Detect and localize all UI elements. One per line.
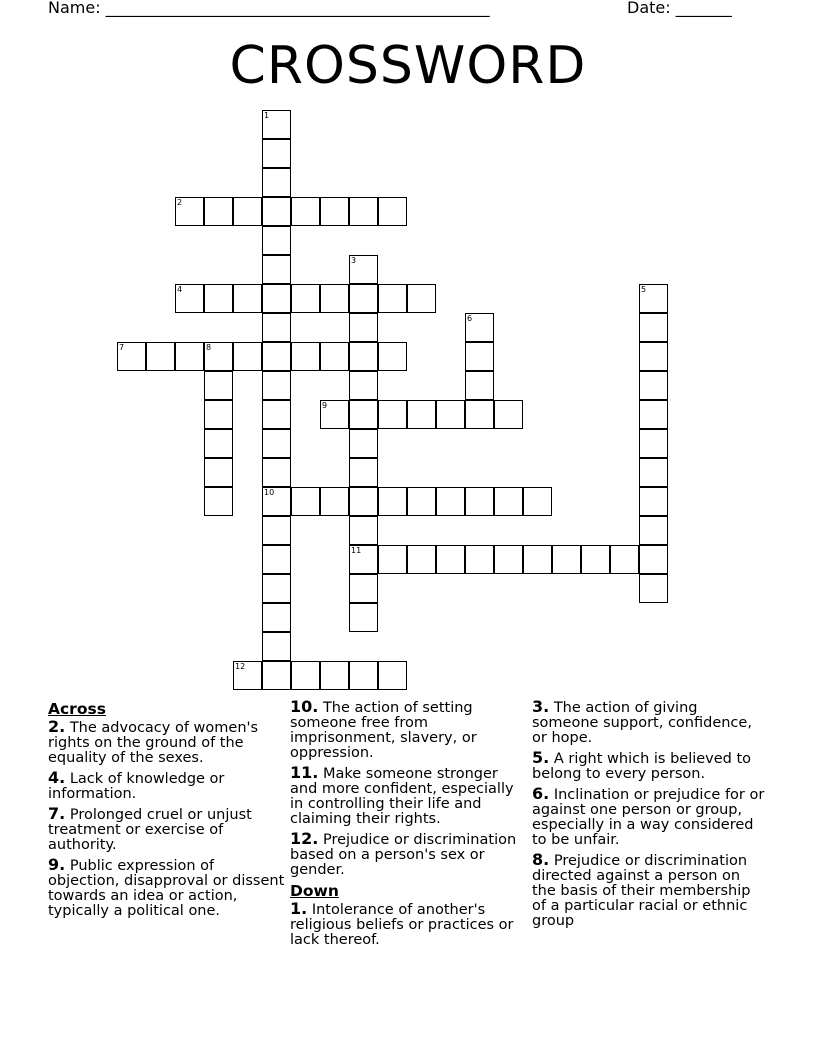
- grid-cell[interactable]: [407, 487, 436, 516]
- grid-cell[interactable]: [523, 545, 552, 574]
- grid-cell[interactable]: [262, 255, 291, 284]
- grid-cell[interactable]: [407, 545, 436, 574]
- clue-item-text: Public expression of objection, disapproval or dissent towards an idea or action, typically a political one.: [48, 858, 285, 919]
- grid-cell[interactable]: [378, 197, 407, 226]
- grid-cell[interactable]: [233, 661, 262, 690]
- grid-cell[interactable]: [552, 545, 581, 574]
- grid-cell[interactable]: [639, 342, 668, 371]
- clue-item-text: The action of giving someone support, confidence, or hope.: [532, 700, 752, 746]
- grid-cell[interactable]: [204, 487, 233, 516]
- grid-cell[interactable]: [175, 342, 204, 371]
- grid-cell[interactable]: [465, 487, 494, 516]
- clue-item-text: Prejudice or discrimination based on a person's sex or gender.: [290, 832, 517, 878]
- grid-cell[interactable]: [349, 487, 378, 516]
- grid-cell[interactable]: [523, 487, 552, 516]
- grid-cell[interactable]: [262, 661, 291, 690]
- grid-cell[interactable]: [262, 516, 291, 545]
- grid-cell[interactable]: [146, 342, 175, 371]
- grid-cell[interactable]: [349, 429, 378, 458]
- clue-number: 6: [467, 314, 473, 323]
- grid-cell[interactable]: [204, 284, 233, 313]
- clue-item-number: 2.: [48, 717, 66, 736]
- grid-cell[interactable]: [262, 632, 291, 661]
- grid-cell[interactable]: [320, 487, 349, 516]
- grid-cell[interactable]: [204, 429, 233, 458]
- name-field-label[interactable]: Name: ________________________________________________: [48, 0, 490, 17]
- grid-cell[interactable]: [349, 574, 378, 603]
- clue-item-number: 8.: [532, 850, 550, 869]
- grid-cell[interactable]: [262, 197, 291, 226]
- page-title: CROSSWORD: [229, 36, 587, 96]
- grid-cell[interactable]: [407, 400, 436, 429]
- clue-item-number: 7.: [48, 804, 66, 823]
- clue-number: 3: [351, 256, 357, 265]
- clue-item-number: 3.: [532, 697, 550, 716]
- clue-item-text: Inclination or prejudice for or against one person or group, especially in a way considered to be unfair.: [532, 787, 765, 848]
- grid-cell[interactable]: [349, 458, 378, 487]
- grid-cell[interactable]: [204, 458, 233, 487]
- clue-item-text: Prolonged cruel or unjust treatment or exercise of authority.: [48, 807, 252, 853]
- grid-cell[interactable]: [465, 371, 494, 400]
- clue-number: 1: [264, 111, 270, 120]
- grid-cell[interactable]: [262, 487, 291, 516]
- clue-number: 5: [641, 285, 647, 294]
- grid-cell[interactable]: [262, 284, 291, 313]
- grid-cell[interactable]: [349, 545, 378, 574]
- grid-cell[interactable]: [320, 342, 349, 371]
- grid-cell[interactable]: [378, 661, 407, 690]
- down-clue-list-continued: [532, 699, 768, 929]
- grid-cell[interactable]: [262, 545, 291, 574]
- clue-number: 4: [177, 285, 183, 294]
- grid-cell[interactable]: [465, 342, 494, 371]
- clue-item: [290, 765, 520, 827]
- clue-item-text: The action of setting someone free from imprisonment, slavery, or oppression.: [290, 700, 477, 761]
- grid-cell[interactable]: [639, 284, 668, 313]
- clue-item: [290, 831, 520, 878]
- grid-cell[interactable]: [349, 603, 378, 632]
- grid-cell[interactable]: [349, 400, 378, 429]
- grid-cell[interactable]: [291, 661, 320, 690]
- grid-cell[interactable]: [175, 284, 204, 313]
- grid-cell[interactable]: [262, 226, 291, 255]
- grid-cell[interactable]: [262, 168, 291, 197]
- grid-cell[interactable]: [117, 342, 146, 371]
- grid-cell[interactable]: [349, 342, 378, 371]
- clue-item-number: 9.: [48, 855, 66, 874]
- clue-number: 7: [119, 343, 125, 352]
- grid-cell[interactable]: [639, 574, 668, 603]
- grid-cell[interactable]: [639, 429, 668, 458]
- clue-item-text: Lack of knowledge or information.: [48, 771, 225, 802]
- grid-cell[interactable]: [378, 487, 407, 516]
- grid-cell[interactable]: [262, 458, 291, 487]
- clue-item-number: 11.: [290, 763, 319, 782]
- grid-cell[interactable]: [291, 197, 320, 226]
- down-heading: Down: [290, 882, 339, 900]
- clue-item-text: Intolerance of another's religious beliefs or practices or lack thereof.: [290, 902, 514, 948]
- clue-item-number: 6.: [532, 784, 550, 803]
- clue-item-number: 5.: [532, 748, 550, 767]
- grid-cell[interactable]: [581, 545, 610, 574]
- grid-cell[interactable]: [610, 545, 639, 574]
- grid-cell[interactable]: [262, 429, 291, 458]
- clue-column-2: [290, 699, 520, 952]
- grid-cell[interactable]: [465, 545, 494, 574]
- grid-cell[interactable]: [262, 110, 291, 139]
- grid-cell[interactable]: [291, 487, 320, 516]
- grid-cell[interactable]: [494, 400, 523, 429]
- grid-cell[interactable]: [436, 545, 465, 574]
- clue-number: 2: [177, 198, 183, 207]
- grid-cell[interactable]: [378, 545, 407, 574]
- grid-cell[interactable]: [494, 545, 523, 574]
- grid-cell[interactable]: [262, 574, 291, 603]
- clue-column-1: [48, 699, 286, 923]
- grid-cell[interactable]: [175, 197, 204, 226]
- grid-cell[interactable]: [378, 400, 407, 429]
- clue-item: [532, 852, 768, 929]
- clue-item-text: The advocacy of women's rights on the ground of the equality of the sexes.: [48, 720, 259, 766]
- grid-cell[interactable]: [465, 400, 494, 429]
- clue-column-3: [532, 699, 768, 933]
- clue-item: [532, 750, 768, 782]
- clue-item: [532, 786, 768, 848]
- clue-item-text: Prejudice or discrimination directed against a person on the basis of their membership of a particular racial or ethnic group: [532, 853, 751, 929]
- grid-cell[interactable]: [349, 371, 378, 400]
- clue-item: [48, 857, 286, 919]
- grid-cell[interactable]: [204, 342, 233, 371]
- grid-cell[interactable]: [262, 342, 291, 371]
- grid-cell[interactable]: [320, 197, 349, 226]
- grid-cell[interactable]: [639, 516, 668, 545]
- grid-cell[interactable]: [349, 197, 378, 226]
- grid-cell[interactable]: [407, 284, 436, 313]
- clue-number: 10: [264, 488, 275, 497]
- grid-cell[interactable]: [233, 197, 262, 226]
- grid-cell[interactable]: [262, 371, 291, 400]
- grid-cell[interactable]: [349, 313, 378, 342]
- grid-cell[interactable]: [320, 284, 349, 313]
- grid-cell[interactable]: [204, 371, 233, 400]
- grid-cell[interactable]: [639, 400, 668, 429]
- grid-cell[interactable]: [465, 313, 494, 342]
- clue-item: [532, 699, 768, 746]
- across-clue-list: [48, 719, 286, 919]
- clue-item: [290, 699, 520, 761]
- clue-item-number: 1.: [290, 899, 308, 918]
- down-clue-list: [290, 901, 520, 948]
- grid-cell[interactable]: [262, 313, 291, 342]
- grid-cell[interactable]: [349, 255, 378, 284]
- clue-item-number: 10.: [290, 697, 319, 716]
- clue-item: [48, 719, 286, 766]
- grid-cell[interactable]: [349, 284, 378, 313]
- grid-cell[interactable]: [639, 313, 668, 342]
- grid-cell[interactable]: [349, 661, 378, 690]
- clue-number: 8: [206, 343, 212, 352]
- grid-cell[interactable]: [291, 342, 320, 371]
- date-field-label[interactable]: Date: _______: [627, 0, 732, 17]
- clue-number: 9: [322, 401, 328, 410]
- grid-cell[interactable]: [204, 400, 233, 429]
- grid-cell[interactable]: [436, 400, 465, 429]
- clue-number: 11: [351, 546, 362, 555]
- grid-cell[interactable]: [494, 487, 523, 516]
- grid-cell[interactable]: [378, 342, 407, 371]
- clue-item-number: 4.: [48, 768, 66, 787]
- across-heading: Across: [48, 700, 106, 718]
- grid-cell[interactable]: [204, 197, 233, 226]
- grid-cell[interactable]: [233, 284, 262, 313]
- grid-cell[interactable]: [291, 284, 320, 313]
- grid-cell[interactable]: [639, 487, 668, 516]
- clue-item-number: 12.: [290, 829, 319, 848]
- grid-cell[interactable]: [349, 516, 378, 545]
- grid-cell[interactable]: [639, 545, 668, 574]
- grid-cell[interactable]: [639, 371, 668, 400]
- clue-item: [48, 770, 286, 802]
- grid-cell[interactable]: [639, 458, 668, 487]
- grid-cell[interactable]: [233, 342, 262, 371]
- grid-cell[interactable]: [262, 400, 291, 429]
- clue-item: [290, 901, 520, 948]
- grid-cell[interactable]: [378, 284, 407, 313]
- clue-number: 12: [235, 662, 246, 671]
- clue-item: [48, 806, 286, 853]
- grid-cell[interactable]: [262, 139, 291, 168]
- clue-item-text: Make someone stronger and more confident, especially in controlling their life and claiming their rights.: [290, 766, 514, 827]
- grid-cell[interactable]: [320, 400, 349, 429]
- grid-cell[interactable]: [320, 661, 349, 690]
- grid-cell[interactable]: [436, 487, 465, 516]
- clue-item-text: A right which is believed to belong to every person.: [532, 751, 752, 782]
- across-clue-list-continued: [290, 699, 520, 878]
- grid-cell[interactable]: [262, 603, 291, 632]
